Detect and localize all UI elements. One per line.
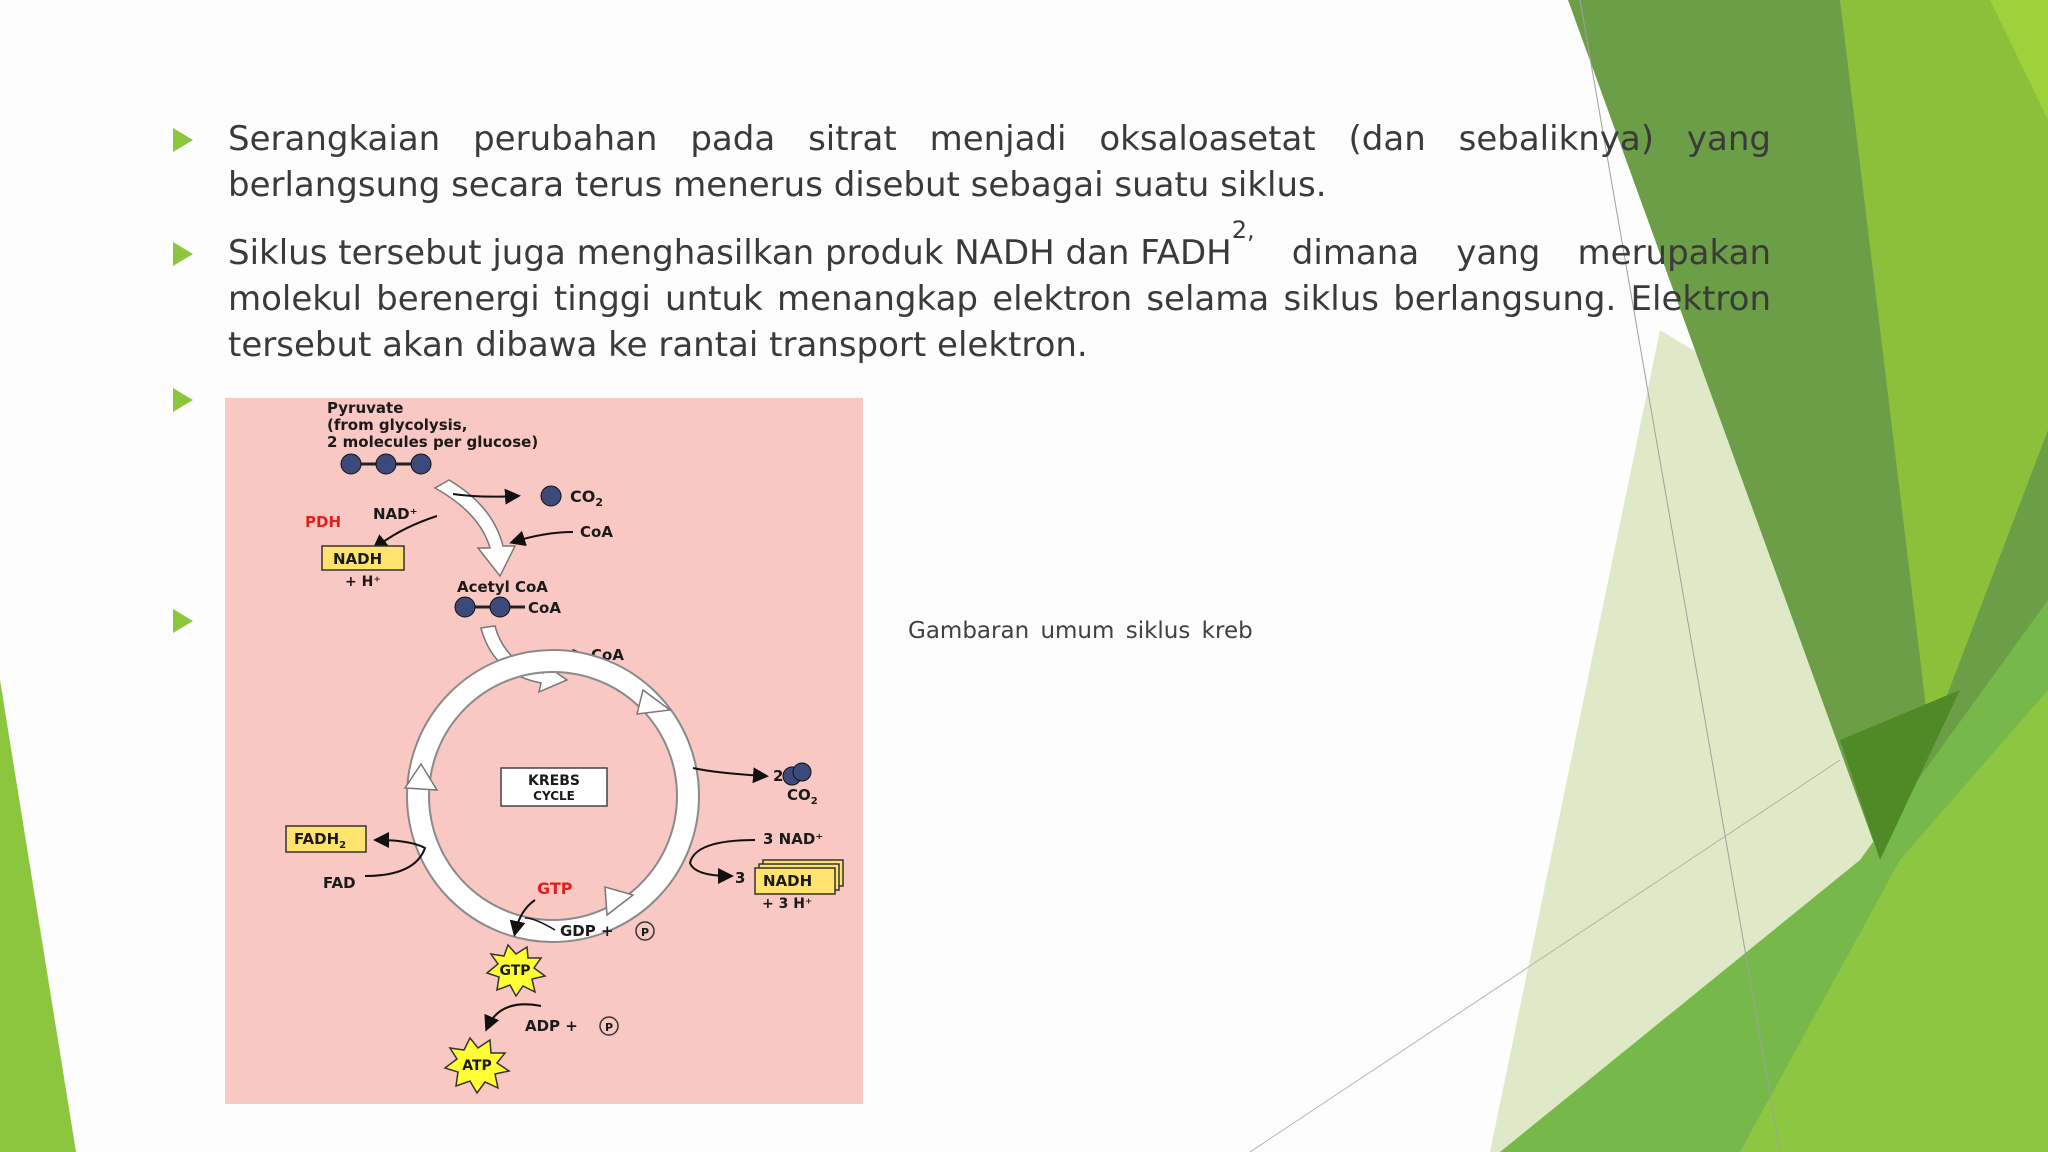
nadh-right-label: NADH (763, 872, 813, 890)
pdh-label: PDH (305, 513, 341, 531)
gdp-pi-label: GDP + (560, 922, 614, 940)
diagram-background (225, 398, 863, 1104)
two-label: 2 (773, 767, 784, 785)
bullet-2-line-3: tersebut akan dibawa ke rantai transport elektron. (228, 325, 1088, 365)
acetyl-coa-label: Acetyl CoA (457, 578, 548, 596)
krebs-line2: CYCLE (533, 789, 575, 803)
fadh2-text: FADH (294, 830, 340, 848)
co2-top-sub: 2 (595, 496, 603, 509)
bullet-2-line-1 (228, 216, 1771, 276)
acetyl-coa-group-label: CoA (528, 599, 561, 617)
bullet-1-line-2: berlangsung secara terus menerus disebut sebagai suatu siklus. (228, 165, 1327, 205)
pyruvate-label-line3: 2 molecules per glucose) (327, 433, 539, 451)
bullet-marker (173, 609, 193, 633)
gtp-red-label: GTP (537, 879, 573, 898)
three-h-label: + 3 H⁺ (762, 896, 813, 912)
svg-text:P: P (605, 1021, 614, 1034)
bullet-marker (173, 242, 193, 266)
atp-star-label: ATP (462, 1058, 492, 1074)
bullet-2-line-2: molekul berenergi tinggi untuk menangkap elektron selama siklus berlangsung. Elektron (228, 279, 1771, 319)
pyruvate-label: Pyruvate (327, 399, 404, 417)
fadh2-label (294, 830, 346, 851)
krebs-line1: KREBS (528, 773, 580, 789)
bullet-text-1 (228, 116, 1771, 208)
bullet-2-line-1-part2: dimana yang merupakan (1254, 233, 1771, 273)
coa-in-label: CoA (580, 523, 613, 541)
gtp-star-label: GTP (499, 963, 531, 979)
bullet-2-line-1-part1: Siklus tersebut juga menghasilkan produk NADH dan FADH (228, 233, 1232, 273)
nadh-label: NADH (333, 550, 383, 568)
co2-right-sub: 2 (810, 796, 818, 807)
fad-label: FAD (323, 874, 356, 892)
pyruvate-molecule-icon (341, 454, 431, 474)
deco-facet-left (0, 680, 76, 1152)
three-label: 3 (735, 869, 746, 887)
pyruvate-label-line2: (from glycolysis, (327, 416, 468, 434)
diagram-caption: Gambaran umum siklus kreb (908, 618, 1253, 644)
bullet-marker (173, 388, 193, 412)
co2-top-text: CO (570, 487, 596, 506)
bullet-text-2 (228, 216, 1771, 368)
bullet-marker (173, 128, 193, 152)
svg-text:P: P (641, 926, 650, 939)
fadh2-sub: 2 (339, 840, 347, 851)
h-plus-label: + H⁺ (345, 574, 381, 590)
co2-molecule-icon (541, 486, 561, 506)
adp-pi-label: ADP + (525, 1017, 578, 1035)
bullet-2-subscript: 2, (1231, 216, 1255, 244)
coa-out-label: CoA (591, 646, 624, 664)
krebs-cycle-diagram (225, 398, 863, 1104)
co2-right-text: CO (787, 786, 811, 804)
bullet-1-line-1: Serangkaian perubahan pada sitrat menjadi oksaloasetat (dan sebaliknya) yang (228, 119, 1771, 159)
three-nad-label: 3 NAD⁺ (763, 830, 824, 848)
nad-plus-label: NAD⁺ (373, 505, 418, 523)
